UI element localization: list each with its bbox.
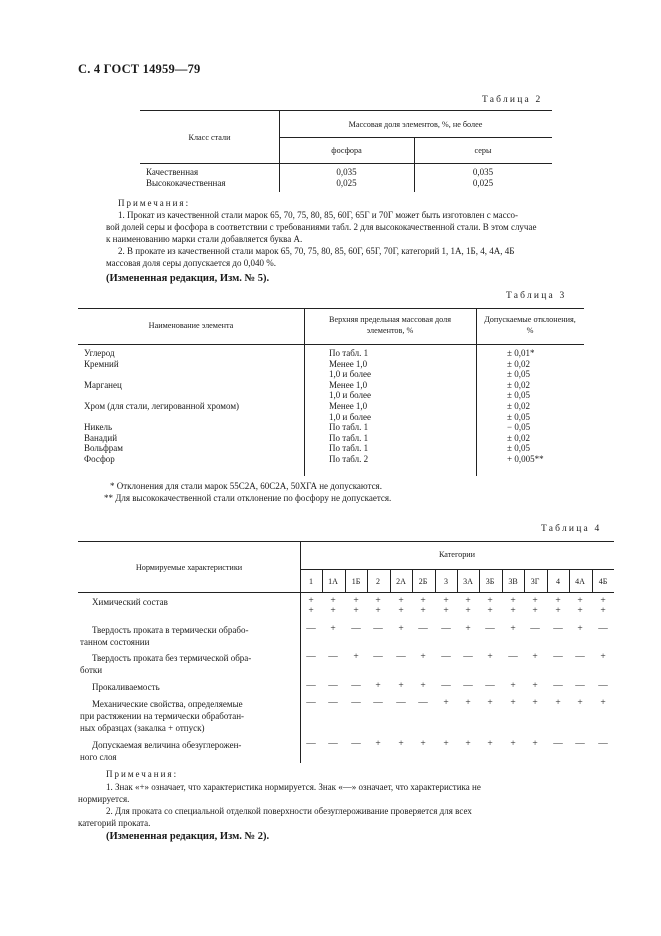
table4-mark: + [398, 624, 404, 634]
table4-category-header: 3Г [530, 577, 540, 586]
table4-category-header: 2Б [418, 577, 428, 586]
table3-deviation: ± 0,02 [507, 359, 530, 369]
table4-category-header: 1 [309, 577, 313, 586]
table4-mark: — [508, 652, 518, 662]
table4-mark: + [375, 739, 381, 749]
notes2-line: к наименованию марки стали добавляется буква А. [106, 234, 303, 244]
table3-deviation: + 0,005** [507, 454, 544, 464]
table3-col-dev: Допускаемые отклонения, [484, 315, 576, 324]
table4-mark: + [398, 596, 404, 606]
table2-row-s: 0,035 [472, 167, 494, 177]
table3-element-name: Углерод [84, 348, 115, 358]
table4-mark: + [532, 606, 538, 616]
table3-limit: По табл. 2 [329, 454, 369, 464]
table3-footnote: * Отклонения для стали марок 55С2А, 60С2А, 50ХГА не допускаются. [110, 481, 382, 491]
table4-mark: + [532, 698, 538, 708]
table3-limit: Менее 1,0 [329, 401, 368, 411]
table4-mark: + [330, 624, 336, 634]
table3-deviation: ± 0,05 [507, 443, 530, 453]
table4-mark: — [598, 624, 608, 634]
table4-mark: — [530, 624, 540, 634]
table3-deviation: ± 0,01* [507, 348, 535, 358]
table4-mark: + [420, 739, 426, 749]
table4-category-header: 1Б [351, 577, 361, 586]
table4-mark: + [487, 596, 493, 606]
table3-deviation: ± 0,05 [507, 412, 530, 422]
table4-mark: + [510, 596, 516, 606]
table4-mark: + [443, 606, 449, 616]
table2-col-p: фосфора [331, 146, 362, 155]
table4-mark: — [418, 624, 428, 634]
table4-mark: + [353, 652, 359, 662]
table4-mark: — [463, 652, 473, 662]
table3-limit: По табл. 1 [329, 433, 369, 443]
table4-mark: + [600, 606, 606, 616]
table4-mark: + [465, 739, 471, 749]
table4-mark: + [577, 606, 583, 616]
table2-col-s: серы [474, 146, 492, 155]
table4-mark: — [418, 698, 428, 708]
table4-mark: — [328, 652, 338, 662]
table4-mark: — [306, 624, 316, 634]
table4-mark: + [465, 624, 471, 634]
table4-mark: + [398, 739, 404, 749]
table4-characteristic: ного слоя [80, 752, 117, 762]
table4-mark: — [441, 624, 451, 634]
table4-mark: — [441, 681, 451, 691]
table3-deviation: ± 0,02 [507, 380, 530, 390]
table4-col-cat: Категории [438, 550, 476, 559]
table3-deviation: ± 0,05 [507, 390, 530, 400]
table2-row-p: 0,025 [336, 178, 357, 188]
table4-mark: + [510, 606, 516, 616]
table3-element-name: Марганец [84, 380, 122, 390]
table4-mark: — [328, 698, 338, 708]
table4-mark: — [598, 681, 608, 691]
table3-col-limit: Верхняя предельная массовая доля [328, 315, 452, 324]
table4-category-header: 3Б [485, 577, 495, 586]
table4-mark: — [351, 681, 361, 691]
table3-footnote: ** Для высококачественной стали отклонение по фосфору не допускается. [104, 493, 392, 503]
table4-category-header: 4 [556, 577, 560, 586]
table4-mark: — [328, 681, 338, 691]
table4-mark: + [443, 739, 449, 749]
table3-element-name: Вольфрам [84, 443, 124, 453]
table3-element-name: Фосфор [84, 454, 115, 464]
table4-mark: + [487, 606, 493, 616]
table4-characteristic: Твердость проката без термической обра- [92, 653, 252, 663]
table2-col-mass: Массовая доля элементов, %, не более [348, 120, 483, 129]
table4-category-header: 2А [396, 577, 406, 586]
table4-category-header: 1А [328, 577, 338, 586]
table4-mark: + [443, 596, 449, 606]
table4-mark: + [555, 596, 561, 606]
table3-limit: 1,0 и более [329, 412, 372, 422]
table4-characteristic: Химический состав [92, 597, 168, 607]
table4-mark: + [510, 739, 516, 749]
table3-element-name: Кремний [84, 359, 119, 369]
table4-mark: + [308, 596, 314, 606]
table4-characteristic: ботки [80, 665, 103, 675]
table3-caption: Таблица 3 [506, 291, 567, 301]
table4-mark: + [398, 606, 404, 616]
table4-mark: — [553, 624, 563, 634]
table2-row-p: 0,035 [336, 167, 357, 177]
notes2-title: Примечания: [118, 198, 191, 208]
table4-mark: — [351, 624, 361, 634]
table4-characteristic: Допускаемая величина обезуглерожен- [92, 740, 242, 750]
table4-mark: + [375, 596, 381, 606]
table3-col-dev: % [526, 326, 534, 335]
table4-caption: Таблица 4 [541, 524, 602, 534]
table4-mark: — [351, 698, 361, 708]
table4-mark: + [510, 681, 516, 691]
table4-characteristic: Твердость проката в термически обрабо- [92, 625, 249, 635]
notes2-line: вой долей серы и фосфора в соответствии с требованиями табл. 2 для высококачественной стали. В этом случае [106, 222, 537, 232]
table4-mark: + [443, 698, 449, 708]
notes4-title: Примечания: [106, 769, 179, 779]
table2-col-class: Класс стали [188, 133, 231, 142]
table4-category-header: 3В [508, 577, 518, 586]
table4-mark: + [487, 652, 493, 662]
page-header: С. 4 ГОСТ 14959—79 [78, 62, 201, 76]
table4-mark: — [463, 681, 473, 691]
table3-deviation: − 0,05 [507, 422, 531, 432]
table4-mark: + [308, 606, 314, 616]
table3-element-name: Ванадий [84, 433, 118, 443]
table4-mark: + [532, 652, 538, 662]
table2-caption: Таблица 2 [482, 95, 543, 105]
table4-mark: — [396, 652, 406, 662]
table4-category-header: 4А [575, 577, 585, 586]
table4-mark: + [465, 596, 471, 606]
table4-characteristic: Механические свойства, определяемые [92, 699, 243, 709]
table4-mark: + [577, 624, 583, 634]
table3-limit: По табл. 1 [329, 443, 369, 453]
table4-mark: + [330, 596, 336, 606]
table4-mark: + [398, 681, 404, 691]
table4-mark: — [575, 681, 585, 691]
table4-mark: — [553, 652, 563, 662]
table4-mark: + [487, 698, 493, 708]
table4-mark: — [306, 698, 316, 708]
table4-mark: — [441, 652, 451, 662]
table3-deviation: ± 0,02 [507, 433, 530, 443]
table4-characteristic: Прокаливаемость [92, 682, 160, 692]
table3-element-name: Хром (для стали, легированной хромом) [84, 401, 240, 411]
table4-mark: — [306, 652, 316, 662]
table4-category-header: 4Б [598, 577, 608, 586]
table4-mark: + [420, 606, 426, 616]
table4-mark: — [373, 624, 383, 634]
table2-row-s: 0,025 [472, 178, 494, 188]
edit-note: (Измененная редакция, Изм. № 5). [106, 273, 270, 284]
table4-mark: + [555, 606, 561, 616]
table4-category-header: 3А [463, 577, 473, 586]
notes4-line: 2. Для проката со специальной отделкой поверхности обезуглероживание проверяется для всех [106, 806, 472, 816]
notes2-line: 1. Прокат из качественной стали марок 65, 70, 75, 80, 85, 60Г, 65Г и 70Г может быть изготовлен с массо- [118, 210, 519, 220]
table4-category-header: 3 [444, 577, 448, 586]
table4-mark: + [420, 596, 426, 606]
table4-mark: + [532, 596, 538, 606]
table3-limit: По табл. 1 [329, 348, 369, 358]
table4-mark: + [600, 698, 606, 708]
table4-mark: — [575, 739, 585, 749]
table4-mark: + [353, 596, 359, 606]
table4-characteristic: ных образцах (закалка + отпуск) [80, 723, 205, 733]
table2-row-name: Качественная [146, 167, 199, 177]
table4-mark: — [485, 681, 495, 691]
notes2-line: массовая доля серы допускается до 0,040 %. [106, 258, 276, 268]
table3-col-limit: элементов, % [366, 326, 414, 335]
table4-mark: + [375, 681, 381, 691]
table2-row-name: Высококачественная [146, 178, 226, 188]
table4-mark: + [577, 596, 583, 606]
table4-mark: + [510, 624, 516, 634]
table4-mark: — [373, 652, 383, 662]
table4-characteristic: при растяжении на термически обработан- [80, 711, 245, 721]
table4-mark: + [330, 606, 336, 616]
table4-mark: — [306, 739, 316, 749]
table3-limit: 1,0 и более [329, 390, 372, 400]
notes2-line: 2. В прокате из качественной стали марок 65, 70, 75, 80, 85, 60Г, 65Г, 70Г, категорий 1, 1А, 1Б, 4, 4А, 4Б [118, 246, 515, 256]
table4-mark: + [465, 698, 471, 708]
notes4-line: 1. Знак «+» означает, что характеристика нормируется. Знак «—» означает, что характеристика не [106, 782, 481, 792]
table4-mark: + [375, 606, 381, 616]
notes4-line: категорий проката. [78, 818, 151, 828]
table4-mark: + [510, 698, 516, 708]
table4-mark: — [485, 624, 495, 634]
table4-characteristic: танном состоянии [80, 637, 150, 647]
edit-note: (Измененная редакция, Изм. № 2). [106, 831, 270, 842]
table4-mark: — [598, 739, 608, 749]
table4-mark: + [420, 652, 426, 662]
table4-mark: + [532, 739, 538, 749]
table4-mark: + [487, 739, 493, 749]
table3-deviation: ± 0,05 [507, 369, 530, 379]
table3-deviation: ± 0,02 [507, 401, 530, 411]
table3-element-name: Никель [84, 422, 113, 432]
table3-limit: 1,0 и более [329, 369, 372, 379]
table4-mark: + [600, 596, 606, 606]
table3-col-name: Наименование элемента [148, 321, 234, 330]
table3-limit: По табл. 1 [329, 422, 369, 432]
notes4-line: нормируется. [78, 794, 130, 804]
table4-mark: + [420, 681, 426, 691]
table4-mark: + [465, 606, 471, 616]
table4-mark: — [553, 681, 563, 691]
table4-category-header: 2 [376, 577, 380, 586]
table3-limit: Менее 1,0 [329, 380, 368, 390]
table4-mark: + [353, 606, 359, 616]
table4-mark: — [373, 698, 383, 708]
table4-mark: + [600, 652, 606, 662]
table4-mark: — [396, 698, 406, 708]
table4-mark: — [328, 739, 338, 749]
table4-mark: — [553, 739, 563, 749]
table4-mark: + [532, 681, 538, 691]
table4-col-char: Нормируемые характеристики [135, 563, 243, 572]
table4-mark: + [577, 698, 583, 708]
table4-mark: — [575, 652, 585, 662]
table4-mark: — [351, 739, 361, 749]
table4-mark: + [555, 698, 561, 708]
table3-limit: Менее 1,0 [329, 359, 368, 369]
table4-mark: — [306, 681, 316, 691]
